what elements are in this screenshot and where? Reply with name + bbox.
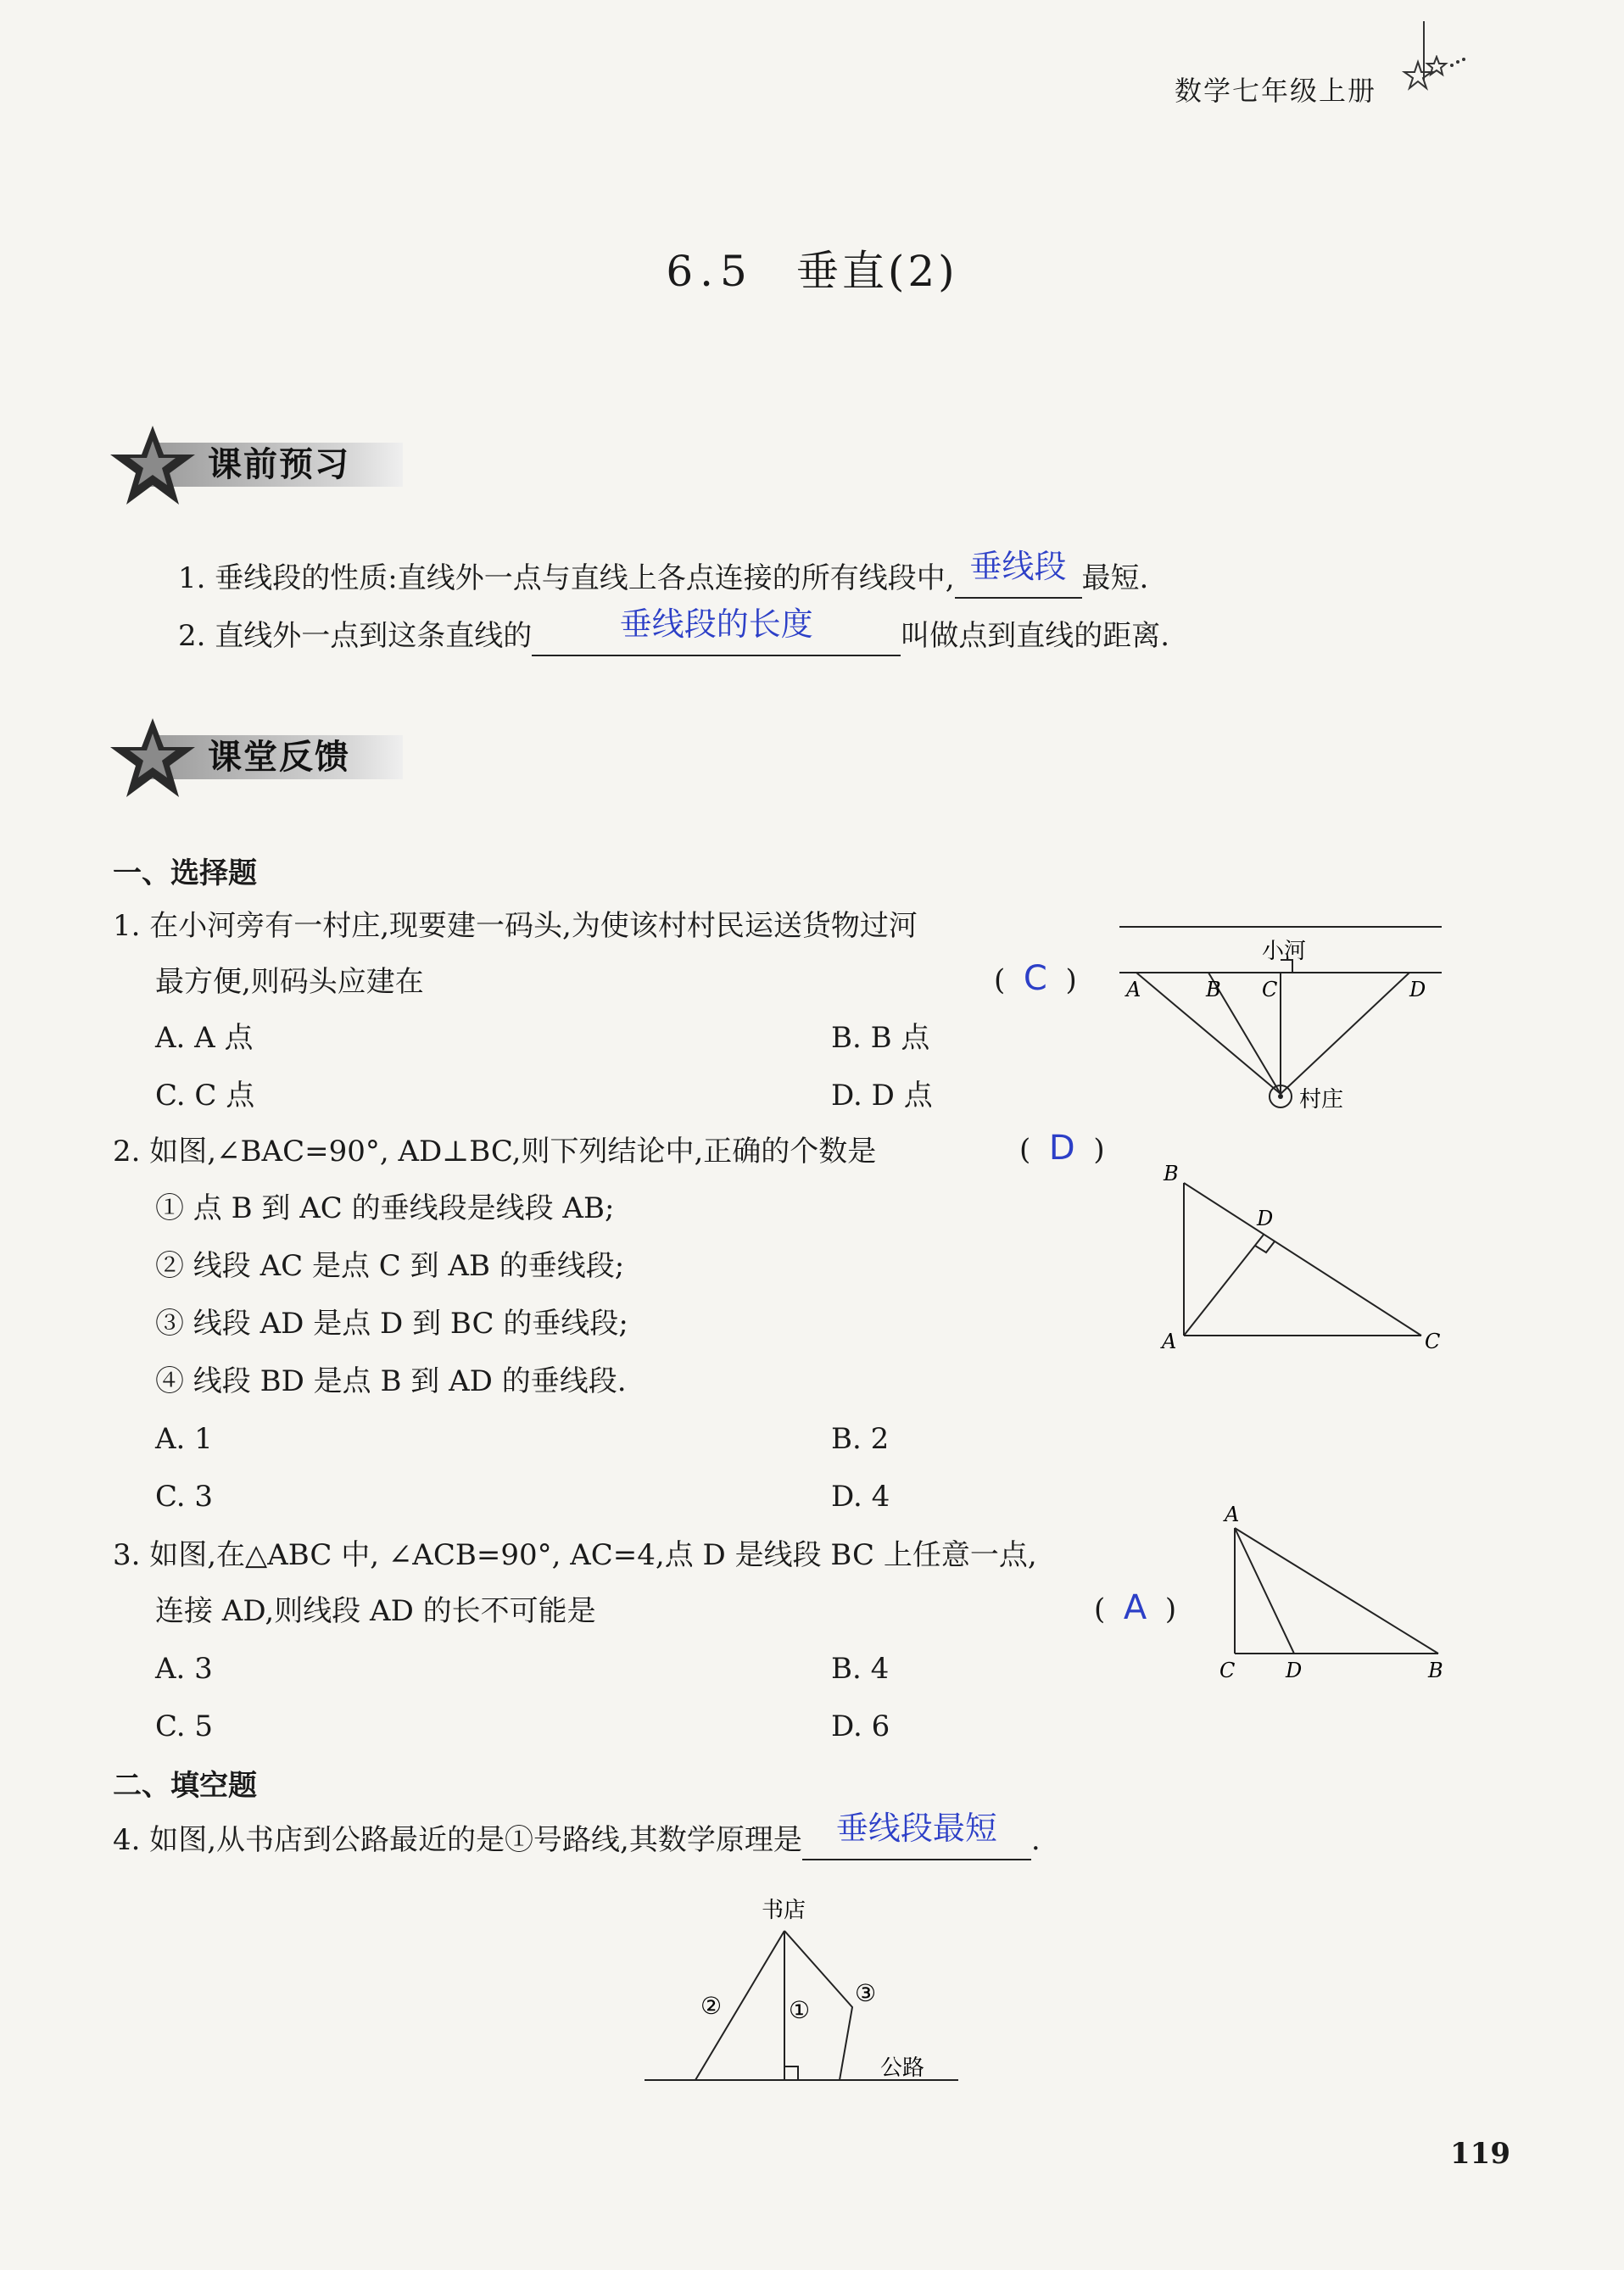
q2-suffix: 叫做点到直线的距离. bbox=[901, 619, 1170, 653]
route-1-label: ① bbox=[789, 1996, 811, 2024]
q1-prefix: 1. 垂线段的性质:直线外一点与直线上各点连接的所有线段中, bbox=[178, 561, 955, 595]
section-heading: 一、选择题 bbox=[113, 856, 257, 890]
section-heading: 二、填空题 bbox=[113, 1769, 257, 1803]
mc-question-3-line1: 3. 如图,在△ABC 中, ∠ACB=90°, AC=4,点 D 是线段 BC 上任意一点, bbox=[113, 1538, 1037, 1572]
stars-decoration-icon bbox=[1401, 55, 1477, 106]
book-title: 数学七年级上册 bbox=[1175, 75, 1377, 107]
right-triangle-figure-3 bbox=[1204, 1501, 1459, 1687]
feedback-banner bbox=[106, 717, 411, 784]
q4-prefix: 4. 如图,从书店到公路最近的是①号路线,其数学原理是 bbox=[113, 1823, 802, 1857]
point-a-label: A bbox=[1162, 1330, 1177, 1353]
statement-2: ② 线段 AC 是点 C 到 AB 的垂线段; bbox=[155, 1249, 625, 1283]
point-d-label: D bbox=[1409, 978, 1426, 1001]
statement-3: ③ 线段 AD 是点 D 到 BC 的垂线段; bbox=[155, 1307, 628, 1341]
q4-suffix: . bbox=[1030, 1823, 1041, 1857]
point-b-label: B bbox=[1428, 1659, 1443, 1682]
bookstore-label: 书店 bbox=[762, 1898, 806, 1923]
mc-question-3-line2: 连接 AD,则线段 AD 的长不可能是 bbox=[155, 1594, 596, 1628]
option-a: A. 1 bbox=[155, 1422, 213, 1456]
option-d: D. 6 bbox=[831, 1709, 890, 1743]
star-icon bbox=[106, 424, 199, 509]
statement-1: ① 点 B 到 AC 的垂线段是线段 AB; bbox=[155, 1191, 615, 1225]
point-c-label: C bbox=[1219, 1659, 1236, 1682]
lesson-name: 垂直(2) bbox=[795, 247, 958, 296]
q2-prefix: 2. 直线外一点到这条直线的 bbox=[178, 619, 533, 653]
bookstore-road-figure bbox=[636, 1887, 975, 2099]
answer-text: 垂线段 bbox=[969, 548, 1067, 585]
answer-parentheses: ( C ) bbox=[994, 959, 1077, 998]
point-a-label: A bbox=[1126, 978, 1141, 1001]
route-2-label: ② bbox=[700, 1992, 723, 2020]
option-b: B. 2 bbox=[831, 1422, 890, 1456]
option-d: D. D 点 bbox=[831, 1079, 933, 1113]
option-c: C. C 点 bbox=[155, 1079, 255, 1113]
option-b: B. 4 bbox=[831, 1652, 890, 1686]
answer-blank bbox=[955, 548, 1082, 599]
statement-4: ④ 线段 BD 是点 B 到 AD 的垂线段. bbox=[155, 1364, 627, 1398]
answer-text: 垂线段的长度 bbox=[619, 605, 813, 643]
option-c: C. 3 bbox=[155, 1480, 214, 1514]
lesson-number: 6.5 bbox=[666, 247, 754, 296]
point-c-label: C bbox=[1262, 978, 1278, 1001]
answer-choice: C bbox=[1023, 959, 1047, 998]
answer-choice: A bbox=[1123, 1588, 1147, 1627]
option-a: A. A 点 bbox=[155, 1021, 254, 1055]
mc-question-1-line2: 最方便,则码头应建在 bbox=[155, 965, 424, 999]
mc-question-2-line1: 2. 如图,∠BAC=90°, AD⊥BC,则下列结论中,正确的个数是 bbox=[113, 1135, 877, 1168]
answer-blank bbox=[532, 605, 901, 656]
q1-suffix: 最短. bbox=[1081, 561, 1149, 595]
fill-question-4 bbox=[113, 1810, 1041, 1860]
answer-blank bbox=[802, 1810, 1031, 1860]
option-a: A. 3 bbox=[155, 1652, 213, 1686]
page-number: 119 bbox=[1450, 2137, 1510, 2171]
point-a-label: A bbox=[1225, 1503, 1240, 1526]
preview-banner bbox=[106, 424, 411, 492]
road-label: 公路 bbox=[880, 2055, 925, 2081]
option-c: C. 5 bbox=[155, 1709, 214, 1743]
preview-question-1 bbox=[178, 548, 1149, 599]
preview-question-2 bbox=[178, 605, 1170, 656]
route-3-label: ③ bbox=[855, 1979, 877, 2007]
village-label: 村庄 bbox=[1299, 1087, 1344, 1113]
star-icon bbox=[106, 717, 199, 801]
river-label: 小河 bbox=[1262, 939, 1307, 964]
point-c-label: C bbox=[1425, 1330, 1441, 1353]
lesson-title bbox=[0, 237, 1624, 298]
banner-title: 课前预习 bbox=[208, 445, 350, 484]
point-d-label: D bbox=[1286, 1659, 1303, 1682]
answer-text: 垂线段最短 bbox=[835, 1810, 997, 1847]
point-d-label: D bbox=[1257, 1207, 1274, 1230]
answer-choice: D bbox=[1048, 1129, 1075, 1168]
point-b-label: B bbox=[1164, 1162, 1179, 1185]
answer-parentheses: ( A ) bbox=[1094, 1588, 1177, 1627]
point-b-label: B bbox=[1206, 978, 1221, 1001]
right-triangle-figure-2 bbox=[1153, 1157, 1446, 1365]
river-village-figure bbox=[1111, 916, 1450, 1119]
answer-parentheses: ( D ) bbox=[1019, 1129, 1105, 1168]
mc-question-1-line1: 1. 在小河旁有一村庄,现要建一码头,为使该村村民运送货物过河 bbox=[113, 909, 918, 943]
option-d: D. 4 bbox=[831, 1480, 890, 1514]
banner-title: 课堂反馈 bbox=[208, 738, 350, 777]
option-b: B. B 点 bbox=[831, 1021, 930, 1055]
